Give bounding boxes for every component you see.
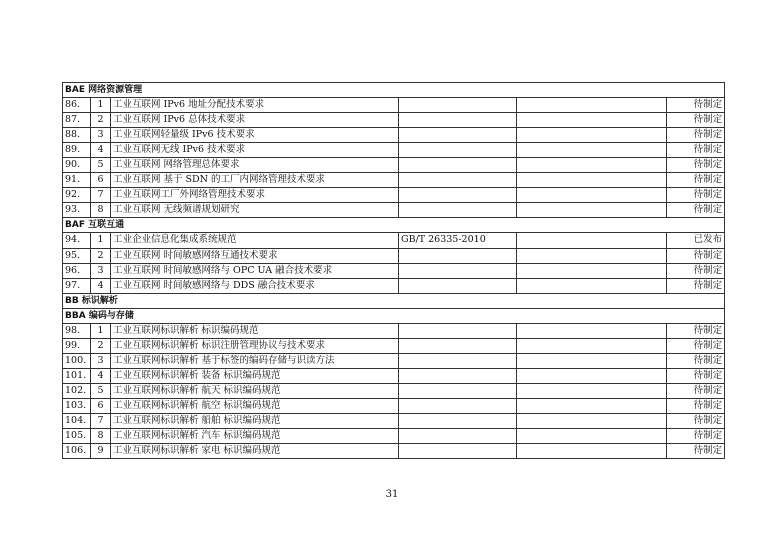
standard-name-cell: 工业企业信息化集成系统规范 xyxy=(111,233,399,248)
section-header-row xyxy=(63,293,725,308)
section-title: BB 标识解析 xyxy=(63,293,725,308)
blank-cell xyxy=(517,398,667,413)
standards-table xyxy=(62,82,725,459)
item-index-cell: 6 xyxy=(91,173,111,188)
blank-cell xyxy=(517,98,667,113)
page-number: 31 xyxy=(385,489,399,500)
blank-cell xyxy=(517,338,667,353)
blank-cell xyxy=(517,323,667,338)
standard-name-cell: 工业互联网标识解析 汽车 标识编码规范 xyxy=(111,429,399,444)
standard-name-cell: 工业互联网轻量级 IPv6 技术要求 xyxy=(111,128,399,143)
serial-number-cell: 93. xyxy=(63,203,91,218)
standard-code-cell xyxy=(399,429,517,444)
standard-code-cell xyxy=(399,98,517,113)
standard-name-cell: 工业互联网 IPv6 总体技术要求 xyxy=(111,113,399,128)
status-cell: 待制定 xyxy=(667,203,725,218)
serial-number-cell: 90. xyxy=(63,158,91,173)
serial-number-cell: 91. xyxy=(63,173,91,188)
table-row xyxy=(63,398,725,413)
serial-number-cell: 105. xyxy=(63,429,91,444)
status-cell: 待制定 xyxy=(667,128,725,143)
table-row xyxy=(63,278,725,293)
serial-number-cell: 100. xyxy=(63,353,91,368)
serial-number-cell: 99. xyxy=(63,338,91,353)
table-row xyxy=(63,188,725,203)
standard-code-cell xyxy=(399,188,517,203)
item-index-cell: 2 xyxy=(91,113,111,128)
item-index-cell: 1 xyxy=(91,98,111,113)
standard-name-cell: 工业互联网标识解析 标识编码规范 xyxy=(111,323,399,338)
standard-name-cell: 工业互联网 无线频谱规划研究 xyxy=(111,203,399,218)
table-row xyxy=(63,158,725,173)
standards-table-body xyxy=(63,83,725,459)
table-row xyxy=(63,98,725,113)
section-header-row xyxy=(63,218,725,233)
standard-name-cell: 工业互联网工厂外网络管理技术要求 xyxy=(111,188,399,203)
status-cell: 待制定 xyxy=(667,383,725,398)
item-index-cell: 4 xyxy=(91,368,111,383)
standard-name-cell: 工业互联网 时间敏感网络与 OPC UA 融合技术要求 xyxy=(111,263,399,278)
serial-number-cell: 96. xyxy=(63,263,91,278)
item-index-cell: 2 xyxy=(91,248,111,263)
table-row xyxy=(63,414,725,429)
status-cell: 待制定 xyxy=(667,368,725,383)
blank-cell xyxy=(517,128,667,143)
status-cell: 待制定 xyxy=(667,323,725,338)
status-cell: 待制定 xyxy=(667,353,725,368)
serial-number-cell: 86. xyxy=(63,98,91,113)
section-header-row xyxy=(63,308,725,323)
table-row xyxy=(63,128,725,143)
section-title: BAF 互联互通 xyxy=(63,218,725,233)
item-index-cell: 8 xyxy=(91,203,111,218)
item-index-cell: 5 xyxy=(91,383,111,398)
standard-name-cell: 工业互联网 时间敏感网络互通技术要求 xyxy=(111,248,399,263)
item-index-cell: 8 xyxy=(91,429,111,444)
serial-number-cell: 87. xyxy=(63,113,91,128)
blank-cell xyxy=(517,278,667,293)
blank-cell xyxy=(517,368,667,383)
blank-cell xyxy=(517,353,667,368)
item-index-cell: 9 xyxy=(91,444,111,459)
table-row xyxy=(63,323,725,338)
item-index-cell: 7 xyxy=(91,414,111,429)
blank-cell xyxy=(517,203,667,218)
standard-code-cell xyxy=(399,173,517,188)
table-row xyxy=(63,444,725,459)
standard-code-cell xyxy=(399,158,517,173)
serial-number-cell: 94. xyxy=(63,233,91,248)
status-cell: 待制定 xyxy=(667,158,725,173)
standard-code-cell xyxy=(399,414,517,429)
standard-code-cell xyxy=(399,128,517,143)
status-cell: 待制定 xyxy=(667,113,725,128)
serial-number-cell: 106. xyxy=(63,444,91,459)
item-index-cell: 4 xyxy=(91,278,111,293)
standard-name-cell: 工业互联网 网络管理总体要求 xyxy=(111,158,399,173)
status-cell: 待制定 xyxy=(667,98,725,113)
standard-name-cell: 工业互联网标识解析 基于标签的编码存储与识读方法 xyxy=(111,353,399,368)
status-cell: 待制定 xyxy=(667,248,725,263)
section-title: BAE 网络资源管理 xyxy=(63,83,725,98)
serial-number-cell: 97. xyxy=(63,278,91,293)
serial-number-cell: 92. xyxy=(63,188,91,203)
status-cell: 待制定 xyxy=(667,263,725,278)
blank-cell xyxy=(517,414,667,429)
item-index-cell: 5 xyxy=(91,158,111,173)
status-cell: 待制定 xyxy=(667,414,725,429)
standard-code-cell xyxy=(399,323,517,338)
blank-cell xyxy=(517,143,667,158)
standard-name-cell: 工业互联网标识解析 船舶 标识编码规范 xyxy=(111,414,399,429)
standard-code-cell xyxy=(399,383,517,398)
standard-code-cell xyxy=(399,444,517,459)
status-cell: 待制定 xyxy=(667,429,725,444)
section-header-row xyxy=(63,83,725,98)
serial-number-cell: 89. xyxy=(63,143,91,158)
table-row xyxy=(63,248,725,263)
item-index-cell: 1 xyxy=(91,323,111,338)
table-row xyxy=(63,353,725,368)
table-row xyxy=(63,203,725,218)
blank-cell xyxy=(517,263,667,278)
table-row xyxy=(63,233,725,248)
serial-number-cell: 103. xyxy=(63,398,91,413)
serial-number-cell: 104. xyxy=(63,414,91,429)
standard-code-cell: GB/T 26335-2010 xyxy=(399,233,517,248)
item-index-cell: 6 xyxy=(91,398,111,413)
status-cell: 待制定 xyxy=(667,188,725,203)
standard-code-cell xyxy=(399,248,517,263)
standard-code-cell xyxy=(399,113,517,128)
standard-code-cell xyxy=(399,398,517,413)
table-row xyxy=(63,173,725,188)
table-row xyxy=(63,429,725,444)
table-row xyxy=(63,383,725,398)
serial-number-cell: 102. xyxy=(63,383,91,398)
section-title: BBA 编码与存储 xyxy=(63,308,725,323)
status-cell: 待制定 xyxy=(667,173,725,188)
standard-code-cell xyxy=(399,263,517,278)
table-row xyxy=(63,113,725,128)
standard-code-cell xyxy=(399,203,517,218)
standard-code-cell xyxy=(399,353,517,368)
blank-cell xyxy=(517,429,667,444)
item-index-cell: 2 xyxy=(91,338,111,353)
standard-name-cell: 工业互联网 IPv6 地址分配技术要求 xyxy=(111,98,399,113)
standard-code-cell xyxy=(399,143,517,158)
item-index-cell: 3 xyxy=(91,128,111,143)
standard-name-cell: 工业互联网 时间敏感网络与 DDS 融合技术要求 xyxy=(111,278,399,293)
serial-number-cell: 95. xyxy=(63,248,91,263)
blank-cell xyxy=(517,188,667,203)
standard-name-cell: 工业互联网标识解析 航天 标识编码规范 xyxy=(111,383,399,398)
standard-code-cell xyxy=(399,368,517,383)
serial-number-cell: 98. xyxy=(63,323,91,338)
standard-name-cell: 工业互联网标识解析 家电 标识编码规范 xyxy=(111,444,399,459)
standard-code-cell xyxy=(399,278,517,293)
serial-number-cell: 88. xyxy=(63,128,91,143)
item-index-cell: 4 xyxy=(91,143,111,158)
status-cell: 待制定 xyxy=(667,143,725,158)
item-index-cell: 3 xyxy=(91,353,111,368)
blank-cell xyxy=(517,444,667,459)
blank-cell xyxy=(517,173,667,188)
status-cell: 待制定 xyxy=(667,398,725,413)
status-cell: 已发布 xyxy=(667,233,725,248)
standard-name-cell: 工业互联网标识解析 标识注册管理协议与技术要求 xyxy=(111,338,399,353)
item-index-cell: 3 xyxy=(91,263,111,278)
standard-name-cell: 工业互联网 基于 SDN 的工厂内网络管理技术要求 xyxy=(111,173,399,188)
item-index-cell: 1 xyxy=(91,233,111,248)
blank-cell xyxy=(517,113,667,128)
table-row xyxy=(63,368,725,383)
standard-name-cell: 工业互联网标识解析 装备 标识编码规范 xyxy=(111,368,399,383)
status-cell: 待制定 xyxy=(667,278,725,293)
blank-cell xyxy=(517,158,667,173)
standard-name-cell: 工业互联网无线 IPv6 技术要求 xyxy=(111,143,399,158)
serial-number-cell: 101. xyxy=(63,368,91,383)
standard-name-cell: 工业互联网标识解析 航空 标识编码规范 xyxy=(111,398,399,413)
blank-cell xyxy=(517,248,667,263)
table-row xyxy=(63,263,725,278)
blank-cell xyxy=(517,233,667,248)
table-row xyxy=(63,143,725,158)
item-index-cell: 7 xyxy=(91,188,111,203)
status-cell: 待制定 xyxy=(667,338,725,353)
table-row xyxy=(63,338,725,353)
blank-cell xyxy=(517,383,667,398)
status-cell: 待制定 xyxy=(667,444,725,459)
standard-code-cell xyxy=(399,338,517,353)
